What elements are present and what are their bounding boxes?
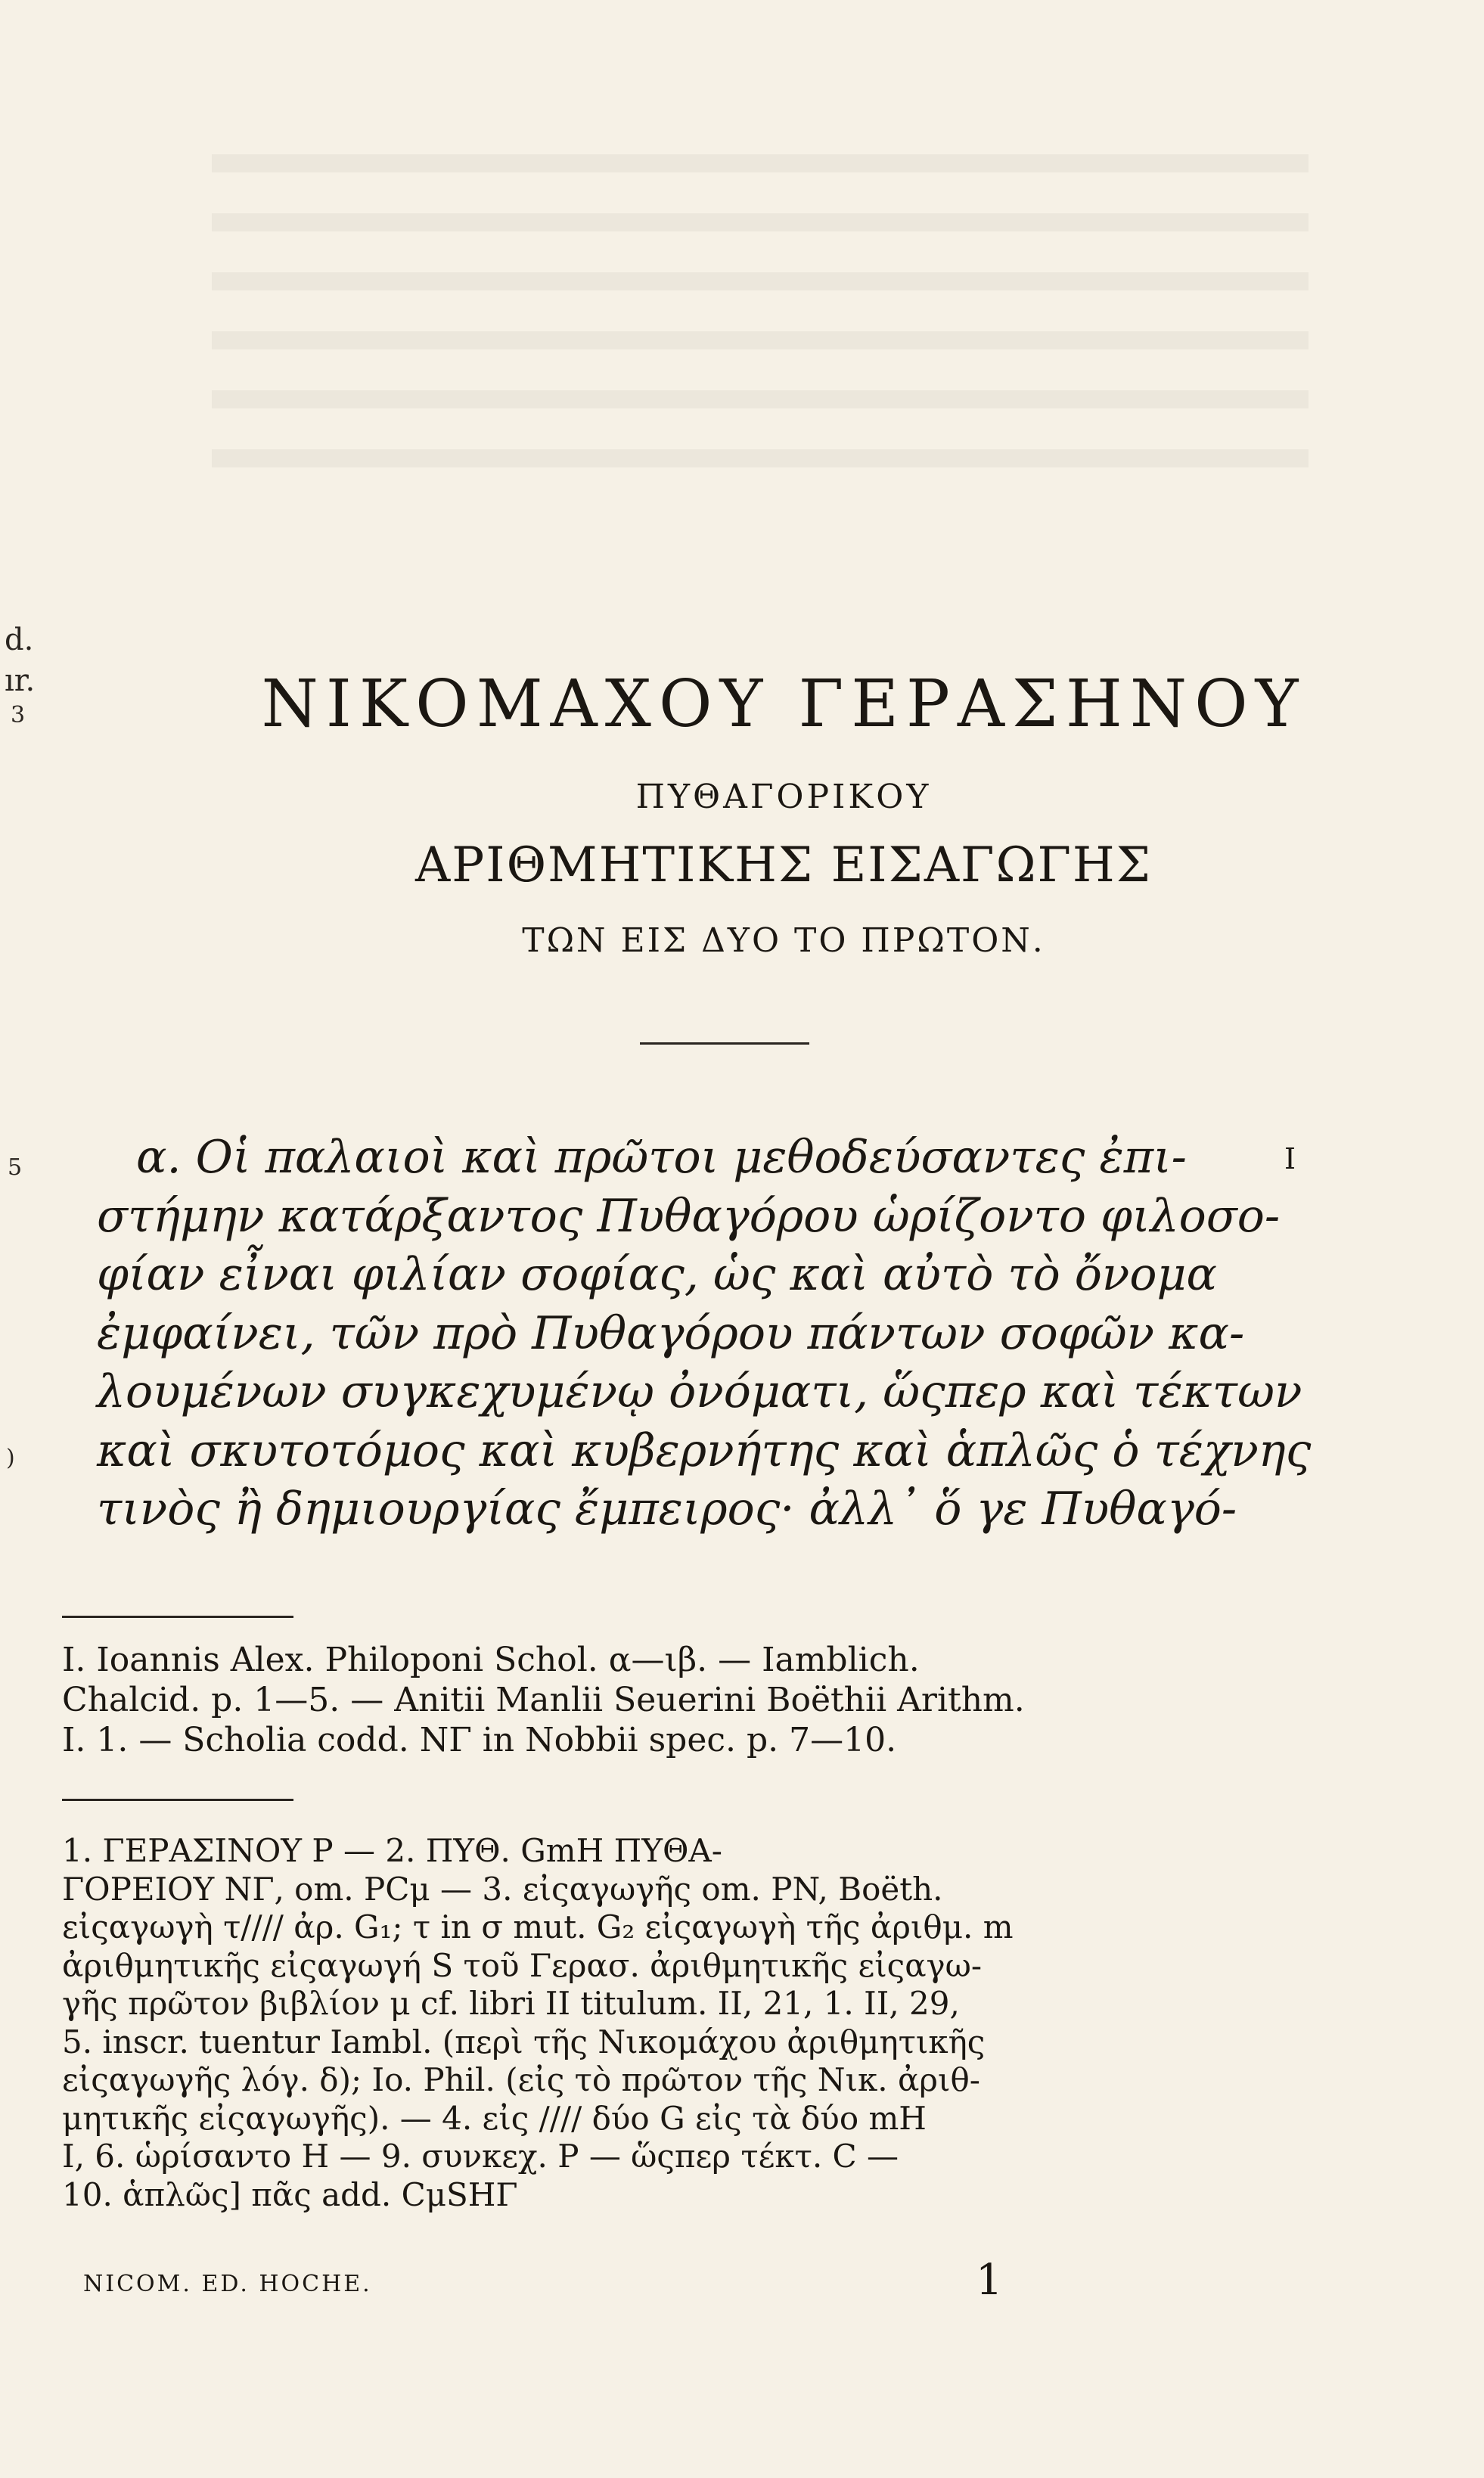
footnote-divider	[62, 1616, 293, 1618]
line-number: 5	[8, 1154, 23, 1181]
text-line: α. Οἱ παλαιοὶ καὶ πρῶτοι μεθοδεύσαντες ἐπι-	[136, 1131, 1187, 1184]
title-subtitle: ΠΥΘΑΓΟΡΙΚΟΥ	[635, 778, 932, 816]
bleed-through-text	[212, 113, 1309, 507]
footnote	[62, 1640, 1272, 1760]
page-number: 1	[976, 2256, 1003, 2305]
main-text	[97, 1129, 1312, 1539]
apparatus-divider	[62, 1799, 293, 1801]
page-title: ΝΙΚΟΜΑΧΟΥ ΓΕΡΑΣΗΝΟΥ	[261, 666, 1306, 742]
text-line: φίαν εἶναι φιλίαν σοφίας, ὡς καὶ αὐτὸ τὸ ὄνομα	[97, 1248, 1218, 1301]
footnote-line: Chalcid. p. 1—5. — Anitii Manlii Seuerini Boëthii Arithm.	[62, 1681, 1025, 1719]
apparatus-line: εἰςαγωγὴ τ//// ἀρ. G₁; τ in σ mut. G₂ εἰςαγωγὴ τῆς ἀριθμ. m	[62, 1908, 1014, 1945]
section-numeral: I	[1284, 1142, 1296, 1175]
apparatus-line: 10. ἁπλῶς] πᾶς add. CμSHΓ	[62, 2175, 518, 2213]
margin-fragment: d.	[5, 623, 34, 657]
apparatus-line: I, 6. ὡρίσαντο H — 9. συνκεχ. P — ὥςπερ τέκτ. C —	[62, 2138, 899, 2175]
apparatus-line: ἀριθμητικῆς εἰςαγωγή S τοῦ Γερασ. ἀριθμητικῆς εἰςαγω-	[62, 1946, 983, 1984]
line-number: 3	[11, 702, 26, 728]
margin-fragment: ır.	[5, 663, 36, 698]
apparatus-line: γῆς πρῶτον βιβλίον μ cf. libri II titulum. II, 21, 1. II, 29,	[62, 1985, 960, 2022]
text-line: ἐμφαίνει, τῶν πρὸ Πυθαγόρου πάντων σοφῶν κα-	[97, 1306, 1245, 1360]
footnote-line: I. Ioannis Alex. Philoponi Schol. α—ιβ. — Iamblich.	[62, 1641, 920, 1679]
apparatus-line: μητικῆς εἰςαγωγῆς). — 4. εἰς //// δύο G εἰς τὰ δύο mH	[62, 2099, 927, 2137]
apparatus-line: ΓΟΡΕΙΟΥ ΝΓ, om. PCμ — 3. εἰςαγωγῆς om. PN, Boëth.	[62, 1870, 943, 1908]
title-divider	[640, 1042, 809, 1045]
apparatus-line: εἰςαγωγῆς λόγ. δ); Io. Phil. (εἰς τὸ πρῶτον τῆς Νικ. ἀριθ-	[62, 2061, 980, 2098]
footnote-line: I. 1. — Scholia codd. ΝΓ in Nobbii spec. p. 7—10.	[62, 1721, 897, 1759]
apparatus-line: 5. inscr. tuentur Iambl. (περὶ τῆς Νικομάχου ἀριθμητικῆς	[62, 2023, 986, 2060]
text-line: στήμην κατάρξαντος Πυθαγόρου ὡρίζοντο φιλοσο-	[97, 1189, 1281, 1243]
text-line: καὶ σκυτοτόμος καὶ κυβερνήτης καὶ ἁπλῶς ὁ τέχνης	[97, 1424, 1312, 1477]
printer-signature: NICOM. ED. HOCHE.	[83, 2271, 372, 2297]
line-number: )	[6, 1445, 15, 1471]
title-subtitle: ΑΡΙΘΜΗΤΙΚΗΣ ΕΙΣΑΓΩΓΗΣ	[415, 837, 1152, 893]
text-line: λουμένων συγκεχυμένῳ ὀνόματι, ὥςπερ καὶ τέκτων	[97, 1365, 1302, 1418]
title-subtitle: ΤΩΝ ΕΙΣ ΔΥΟ ΤΟ ΠΡΩΤΟΝ.	[522, 921, 1045, 960]
apparatus-line: 1. ΓΕΡΑΣΙΝΟΥ P — 2. ΠΥΘ. GmH ΠΥΘΑ-	[62, 1832, 722, 1869]
text-line: τινὸς ἢ δημιουργίας ἔμπειρος· ἀλλ᾽ ὅ γε Πυθαγό-	[97, 1483, 1237, 1536]
critical-apparatus	[62, 1832, 1287, 2214]
